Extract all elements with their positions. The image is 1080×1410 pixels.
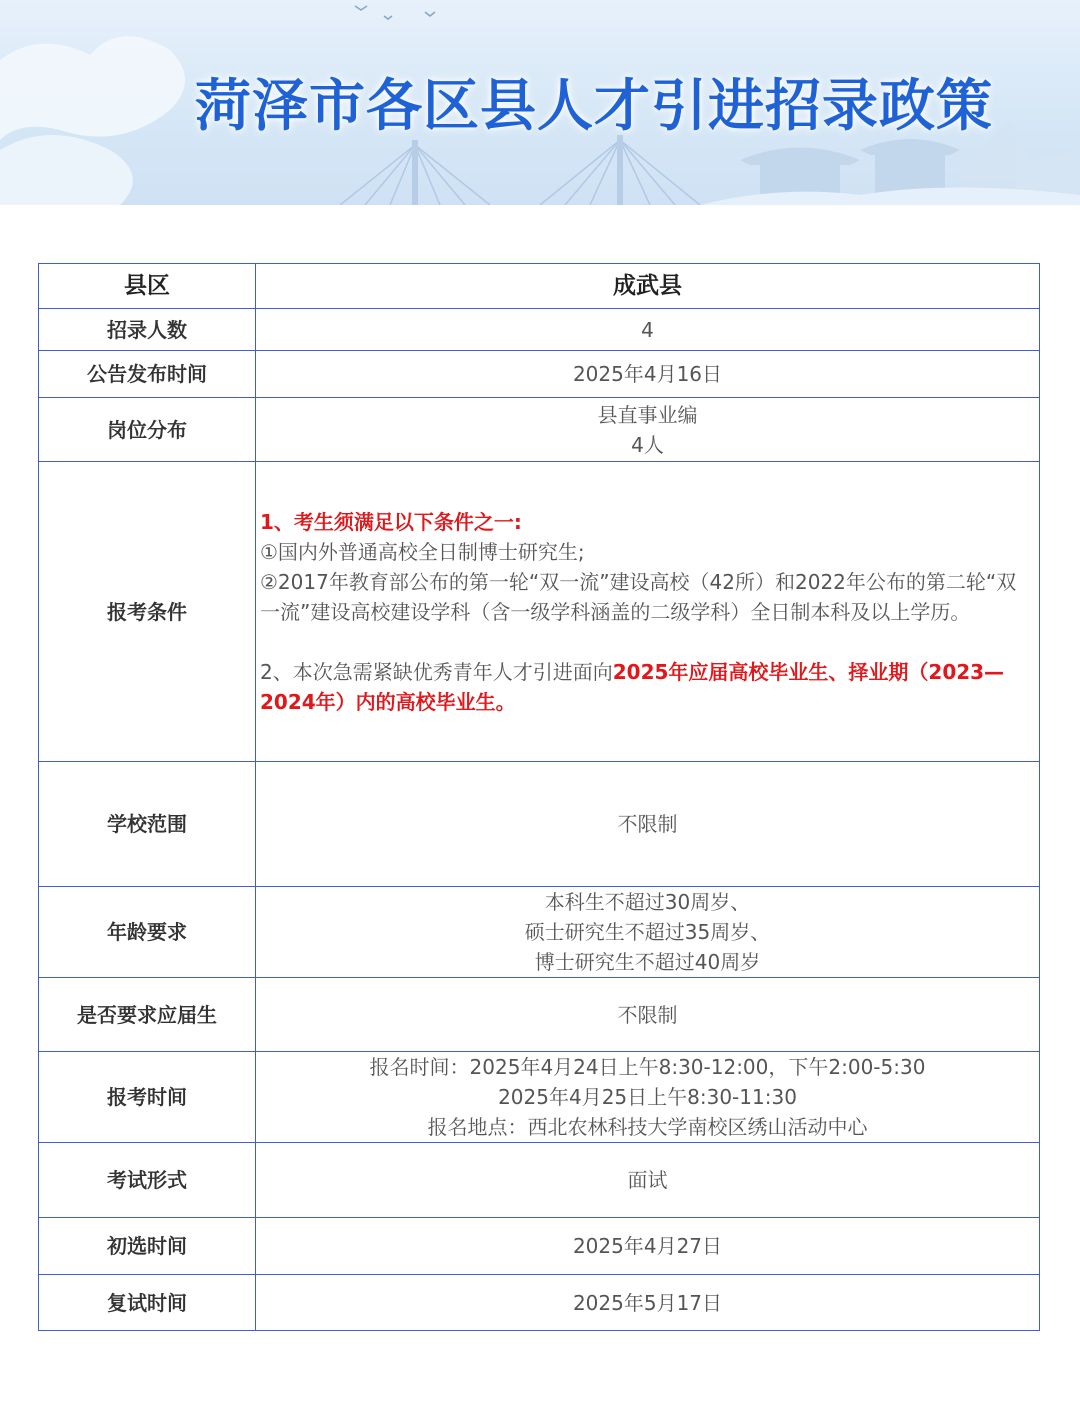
condition-item1-title: 1、考生须满足以下条件之一: xyxy=(260,509,522,534)
table-header-row xyxy=(39,264,1040,309)
header-value-county: 成武县 xyxy=(256,264,1040,309)
table-row xyxy=(39,351,1040,398)
row-value-signup xyxy=(256,1052,1040,1143)
page-title: 菏泽市各区县人才引进招录政策 xyxy=(195,74,993,139)
table-row xyxy=(39,978,1040,1052)
row-label-retest: 复试时间 xyxy=(39,1275,256,1331)
row-value-school: 不限制 xyxy=(256,762,1040,887)
row-value-fresh: 不限制 xyxy=(256,978,1040,1052)
condition-item2-prefix: 2、本次急需紧缺优秀青年人才引进面向 xyxy=(260,659,613,684)
header-banner xyxy=(0,0,1080,205)
table-row xyxy=(39,309,1040,351)
row-value-age xyxy=(256,887,1040,978)
row-value-exam: 面试 xyxy=(256,1143,1040,1218)
header-label-county: 县区 xyxy=(39,264,256,309)
row-label-signup: 报考时间 xyxy=(39,1052,256,1143)
row-value-conditions xyxy=(256,462,1040,762)
signup-line: 报名地点：西北农林科技大学南校区绣山活动中心 xyxy=(427,1115,868,1139)
condition-item1-line1: ①国内外普通高校全日制博士研究生; xyxy=(260,539,585,564)
age-line: 本科生不超过30周岁、 xyxy=(544,890,751,914)
table-row xyxy=(39,398,1040,462)
row-value-positions xyxy=(256,398,1040,462)
row-value-retest: 2025年5月17日 xyxy=(256,1275,1040,1331)
row-value-announce: 2025年4月16日 xyxy=(256,351,1040,398)
table-row xyxy=(39,762,1040,887)
row-label-school: 学校范围 xyxy=(39,762,256,887)
row-value-prelim: 2025年4月27日 xyxy=(256,1218,1040,1275)
signup-line: 报名时间：2025年4月24日上午8:30-12:00，下午2:00-5:30 xyxy=(369,1055,926,1079)
policy-table xyxy=(38,263,1040,1331)
condition-item2 xyxy=(260,657,1033,717)
signup-line: 2025年4月25日上午8:30-11:30 xyxy=(498,1085,797,1109)
positions-line: 4人 xyxy=(631,432,664,457)
age-line: 博士研究生不超过40周岁 xyxy=(534,950,761,974)
row-label-age: 年龄要求 xyxy=(39,887,256,978)
table-row xyxy=(39,1218,1040,1275)
row-label-positions: 岗位分布 xyxy=(39,398,256,462)
row-label-count: 招录人数 xyxy=(39,309,256,351)
row-label-exam: 考试形式 xyxy=(39,1143,256,1218)
positions-line: 县直事业编 xyxy=(597,402,698,427)
condition-spacer xyxy=(260,627,1033,657)
row-label-announce: 公告发布时间 xyxy=(39,351,256,398)
row-label-conditions: 报考条件 xyxy=(39,462,256,762)
row-value-count: 4 xyxy=(256,309,1040,351)
condition-item2-highlight: 2025年应届高校毕业生、择业期（2023—2024年）内的高校毕业生。 xyxy=(260,659,1005,714)
row-label-fresh: 是否要求应届生 xyxy=(39,978,256,1052)
row-label-prelim: 初选时间 xyxy=(39,1218,256,1275)
age-line: 硕士研究生不超过35周岁、 xyxy=(524,920,771,944)
table-row xyxy=(39,887,1040,978)
table-row xyxy=(39,1275,1040,1331)
table-row xyxy=(39,1052,1040,1143)
table-row xyxy=(39,1143,1040,1218)
condition-item1-line2: ②2017年教育部公布的第一轮“双一流”建设高校（42所）和2022年公布的第二轮“双一流”建设高校建设学科（含一级学科涵盖的二级学科）全日制本科及以上学历。 xyxy=(260,569,1017,624)
table-row xyxy=(39,462,1040,762)
